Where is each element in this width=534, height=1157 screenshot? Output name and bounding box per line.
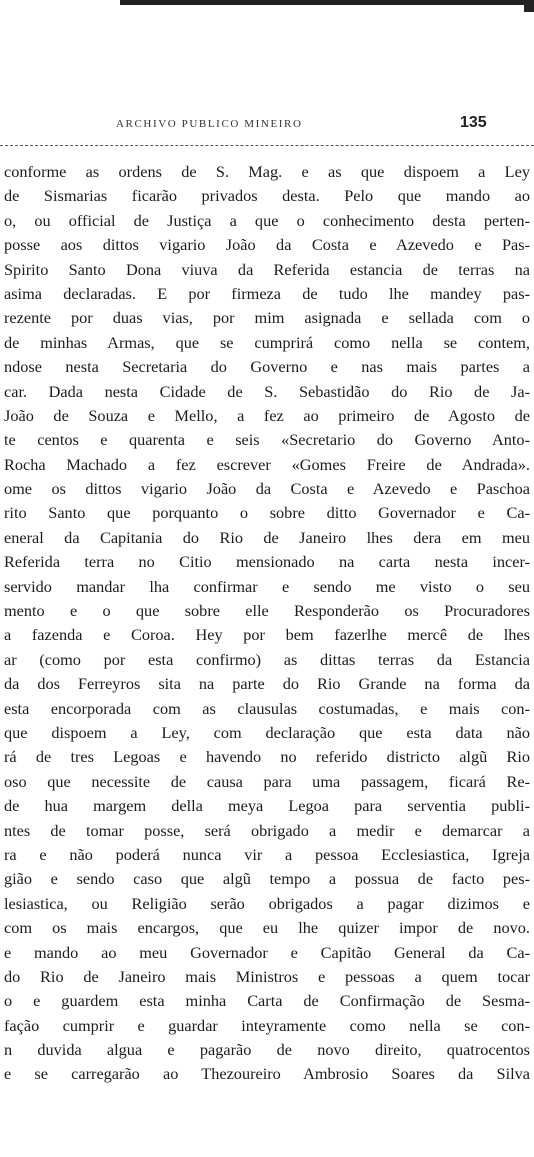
text-line: servido mandar lha confirmar e sendo me visto o seu bbox=[4, 576, 530, 596]
top-border-rule bbox=[120, 0, 534, 5]
text-line: da dos Ferreyros sita na parte do Rio Grande na forma da bbox=[4, 674, 530, 694]
text-line: esta encorporada com as clausulas costumadas, e mais con- bbox=[4, 698, 530, 718]
text-line: a fazenda e Coroa. Hey por bem fazerlhe mercê de lhes bbox=[4, 625, 530, 645]
running-title: ARCHIVO PUBLICO MINEIRO bbox=[116, 118, 303, 130]
text-line: lesiastica, ou Religião serão obrigados a pagar dizimos e bbox=[4, 893, 530, 913]
text-line: o, ou official de Justiça a que o conhecimento desta perten- bbox=[4, 210, 530, 230]
text-line: Rocha Machado a fez escrever «Gomes Freire de Andrada». bbox=[4, 454, 530, 474]
page-header bbox=[0, 114, 534, 138]
text-line: de Sismarias ficarão privados desta. Pelo que mando ao bbox=[4, 186, 530, 206]
text-line: te centos e quarenta e seis «Secretario do Governo Anto- bbox=[4, 430, 530, 450]
text-line: com os mais encargos, que eu lhe quizer impor de novo. bbox=[4, 918, 530, 938]
text-line: car. Dada nesta Cidade de S. Sebastidão do Rio de Ja- bbox=[4, 381, 530, 401]
text-line: eneral da Capitania do Rio de Janeiro lhes dera em meu bbox=[4, 527, 530, 547]
text-line: o e guardem esta minha Carta de Confirmação de Sesma- bbox=[4, 991, 530, 1011]
text-line: Referida terra no Citio mensionado na carta nesta incer- bbox=[4, 552, 530, 572]
page-number: 135 bbox=[460, 114, 487, 131]
text-line: rá de tres Legoas e havendo no referido districto algũ Rio bbox=[4, 747, 530, 767]
text-line: e se carregarão ao Thezoureiro Ambrosio Soares da Silva bbox=[4, 1064, 530, 1084]
text-line: do Rio de Janeiro mais Ministros e pessoas a quem tocar bbox=[4, 966, 530, 986]
text-line: ome os dittos vigario João da Costa e Azevedo e Paschoa bbox=[4, 479, 530, 499]
text-line: fação cumprir e guardar inteyramente como nella se con- bbox=[4, 1015, 530, 1035]
text-line: que dispoem a Ley, com declaração que esta data não bbox=[4, 722, 530, 742]
top-border-corner bbox=[524, 0, 534, 12]
text-line: n duvida algua e pagarão de novo direito, quatrocentos bbox=[4, 1040, 530, 1060]
text-line: e mando ao meu Governador e Capitão General da Ca- bbox=[4, 942, 530, 962]
text-line: ndose nesta Secretaria do Governo e nas mais partes a bbox=[4, 357, 530, 377]
text-line: posse aos dittos vigario João da Costa e Azevedo e Pas- bbox=[4, 235, 530, 255]
text-line: de hua margem della meya Legoa para serventia publi- bbox=[4, 796, 530, 816]
text-line: rezente por duas vias, por mim asignada e sellada com o bbox=[4, 308, 530, 328]
text-line: ntes de tomar posse, será obrigado a medir e demarcar a bbox=[4, 820, 530, 840]
text-line: rito Santo que porquanto o sobre ditto Governador e Ca- bbox=[4, 503, 530, 523]
body-text bbox=[0, 160, 534, 1087]
text-line: ra e não poderá nunca vir a pessoa Ecclesiastica, Igreja bbox=[4, 844, 530, 864]
text-line: oso que necessite de causa para uma passagem, ficará Re- bbox=[4, 771, 530, 791]
text-line: mento e o que sobre elle Responderão os Procuradores bbox=[4, 601, 530, 621]
text-line: ar (como por esta confirmo) as dittas terras da Estancia bbox=[4, 649, 530, 669]
text-line: gião e sendo caso que algũ tempo a possua de facto pes- bbox=[4, 869, 530, 889]
text-line: Spirito Santo Dona viuva da Referida estancia de terras na bbox=[4, 259, 530, 279]
text-line: asima declaradas. E por firmeza de tudo lhe mandey pas- bbox=[4, 283, 530, 303]
text-line: João de Souza e Mello, a fez ao primeiro de Agosto de bbox=[4, 405, 530, 425]
text-line: de minhas Armas, que se cumprirá como nella se contem, bbox=[4, 332, 530, 352]
text-line: conforme as ordens de S. Mag. e as que dispoem a Ley bbox=[4, 162, 530, 181]
header-divider bbox=[0, 145, 534, 146]
